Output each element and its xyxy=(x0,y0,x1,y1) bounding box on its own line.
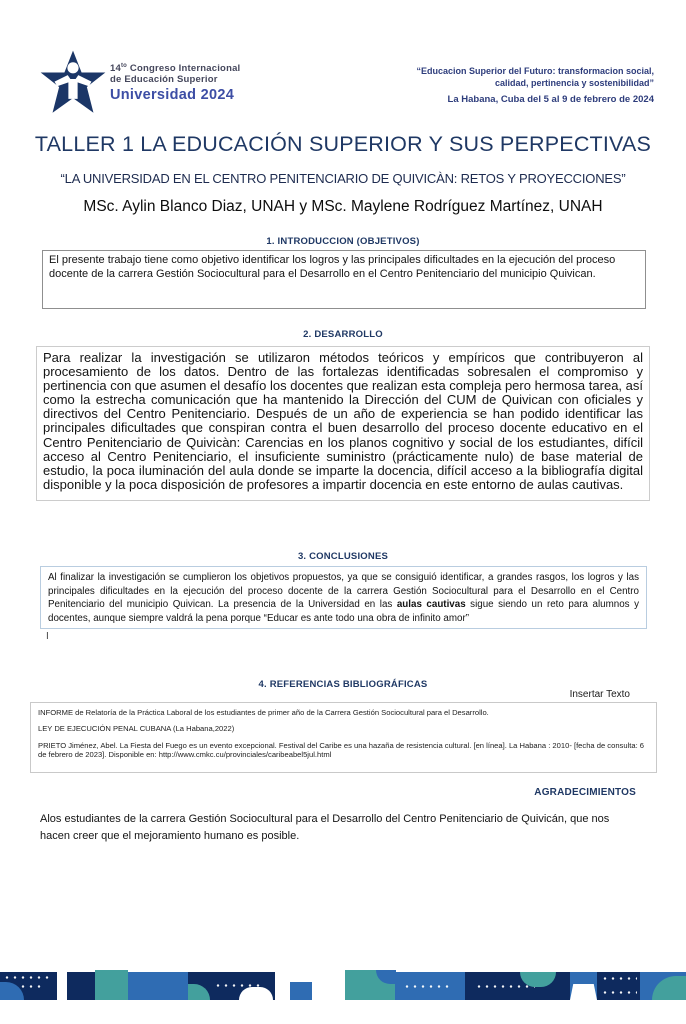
insertar-texto-placeholder[interactable]: Insertar Texto xyxy=(569,689,630,700)
section-heading-introduccion: 1. INTRODUCCION (OBJETIVOS) xyxy=(266,236,420,247)
text-cursor: I xyxy=(46,631,49,642)
congress-brand: Universidad 2024 xyxy=(110,86,235,103)
band-block xyxy=(597,972,640,1000)
band-block xyxy=(128,972,188,1000)
band-block xyxy=(465,972,570,1000)
congress-slogan-block xyxy=(416,66,654,105)
band-block xyxy=(640,972,686,1000)
intro-textbox[interactable]: El presente trabajo tiene como objetivo identificar los logros y las principales dificultades en la ejecución del proceso docente de la carrera Gestión Sociocultural para el Desarrollo en el Centro Penitenciario del municipio Quivican. xyxy=(42,250,646,309)
congress-slogan xyxy=(416,66,654,89)
section-heading-desarrollo: 2. DESARROLLO xyxy=(303,329,383,340)
referencias-textbox[interactable] xyxy=(30,702,657,773)
band-block xyxy=(95,970,128,1000)
poster-subtitle: “LA UNIVERSIDAD EN EL CENTRO PENITENCIARIO DE QUIVICÀN: RETOS Y PROYECCIONES” xyxy=(60,171,626,186)
conclusiones-text-bold: aulas cautivas xyxy=(396,599,466,611)
band-block xyxy=(345,970,395,1000)
congress-name-line2: de Educación Superior xyxy=(110,74,218,86)
conclusiones-textbox[interactable] xyxy=(40,566,647,629)
desarrollo-textbox[interactable]: Para realizar la investigación se utilizaron métodos teóricos y empíricos que contribuyeron al procesamiento de los datos. Dentro de las fortalezas identificadas sobresalen el compromiso y pertinencia con que asumen el desafío los docentes que realizan esta compleja pero hermosa tarea, así como la estrecha comunicación que ha mantenido la Dirección del CUM de Quivican con oficiales y directivos del Centro Penitenciario. Después de un año de experiencia se han podido identificar las principales dificultades que conspiran contra el buen desarrollo del proceso docente educativo en el Centro Penitenciario de Quivicàn: Carencias en los planos cognitivo y social de los estudiantes, difícil acceso al Centro Penitenciario, el insuficiente suministro (prácticamente nulo) de base material de estudio, la poca iluminación del aula donde se imparte la docencia, difícil acceso a la bibliografía digital disponible y la poca disposición de profesores a impartir docencia en este entorno de aulas cautivas. xyxy=(36,346,650,501)
band-block xyxy=(395,972,465,1000)
section-heading-referencias: 4. REFERENCIAS BIBLIOGRÁFICAS xyxy=(258,679,428,690)
conclusiones-text-pre: Al finalizar la investigación se cumplieron los objetivos propuestos, ya que se consiguió identificar, a grandes rasgos, los logros y las principales dificultades en la ejecución del proceso docente de la carrera Gestión Sociocultural para el Desarrollo en el Centro Penitenciario del municipio Quivican. La presencia de la Universidad en las xyxy=(48,572,639,611)
reference-item: LEY DE EJECUCIÓN PENAL CUBANA (La Habana,2022) xyxy=(38,724,235,734)
footer-geometric-band xyxy=(0,972,686,1000)
band-block xyxy=(67,972,95,1000)
conclusiones-text-post: sigue siendo un reto para alumnos y docentes, aunque siempre valdrá la pena porque “Educar es ante todo una obra de infinito amor” xyxy=(48,599,639,624)
section-heading-conclusiones: 3. CONCLUSIONES xyxy=(297,551,389,562)
congress-name-line1: $14^{to}$ Congreso Internacional xyxy=(110,63,241,75)
band-block xyxy=(0,972,57,1000)
band-block xyxy=(570,972,597,1000)
congress-logo-text xyxy=(110,63,240,104)
congress-venue-date: La Habana, Cuba del 5 al 9 de febrero de 2024 xyxy=(447,94,654,106)
slogan-line2: calidad, pertinencia y sostenibilidad” xyxy=(494,77,654,88)
agradecimientos-text: Alos estudiantes de la carrera Gestión Sociocultural para el Desarrollo del Centro Penitenciario de Quivicán, que nos hacen creer que el mejoramiento humano es posible. xyxy=(40,813,610,842)
poster-authors: MSc. Aylin Blanco Diaz, UNAH y MSc. Maylene Rodríguez Martínez, UNAH xyxy=(83,198,603,215)
congress-star-logo-icon xyxy=(40,50,106,116)
poster-title: TALLER 1 LA EDUCACIÓN SUPERIOR Y SUS PERPECTIVAS xyxy=(34,132,652,156)
reference-item: PRIETO Jiménez, Abel. La Fiesta del Fuego es un evento excepcional. Festival del Caribe es una hazaña de resistencia cultural. [en línea]. La Habana : 2010- [fecha de consulta: 6 de febrero de 2023]. Disponible en: http://www.cmkc.cu/provinciales/caribeabel5jul.html xyxy=(38,740,645,760)
reference-item: INFORME de Relatoría de la Práctica Laboral de los estudiantes de primer año de la Carrera Gestión Sociocultural para el Desarrollo. xyxy=(38,708,489,717)
section-heading-agradecimientos: AGRADECIMIENTOS xyxy=(534,787,636,798)
band-block xyxy=(290,982,312,1000)
slogan-line1: “Educacion Superior del Futuro: transformacion social, xyxy=(416,66,654,76)
band-block xyxy=(188,972,275,1000)
